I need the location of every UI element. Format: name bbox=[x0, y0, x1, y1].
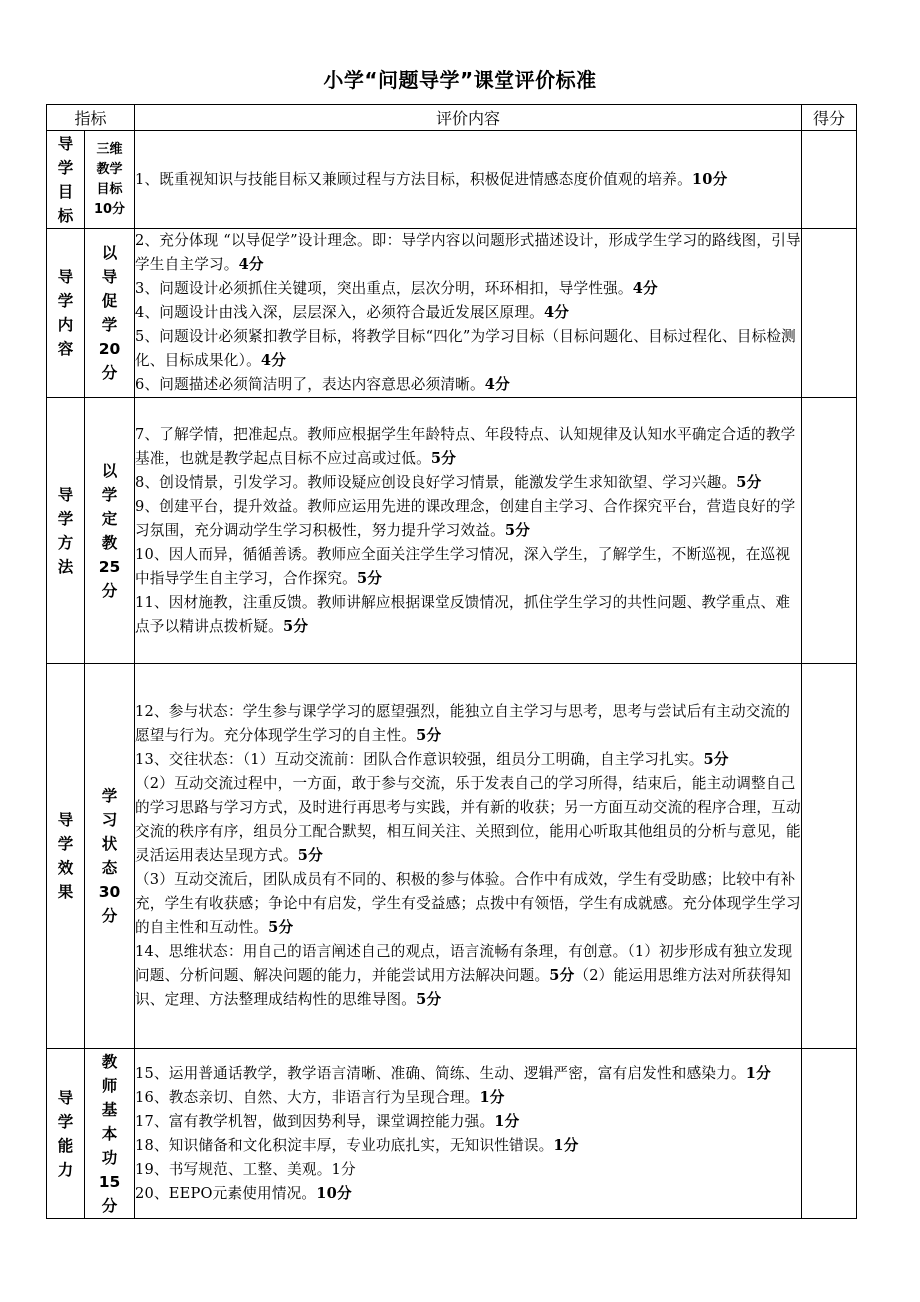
score-cell[interactable] bbox=[802, 398, 857, 664]
subcategory-cell: 教 师 基 本 功 15 分 bbox=[85, 1049, 135, 1219]
content-cell bbox=[135, 664, 802, 1049]
score-cell[interactable] bbox=[802, 1049, 857, 1219]
criterion-item: 11、因材施教，注重反馈。教师讲解应根据课堂反馈情况，抓住学生学习的共性问题、教学重点、难点予以精讲点拨析疑。5分 bbox=[135, 593, 791, 635]
category-cell: 导 学 目 标 bbox=[47, 131, 85, 229]
category-cell: 导 学 内 容 bbox=[47, 229, 85, 398]
subcategory-cell: 以 学 定 教 25 分 bbox=[85, 398, 135, 664]
content-cell bbox=[135, 131, 802, 229]
criterion-item: 18、知识储备和文化积淀丰厚，专业功底扎实，无知识性错误。1分 bbox=[135, 1136, 579, 1154]
criterion-item: 13、交往状态：（1）互动交流前：团队合作意识较强，组员分工明确，自主学习扎实。5分 bbox=[135, 751, 729, 768]
header-score: 得分 bbox=[802, 105, 857, 131]
subcategory-cell: 学 习 状 态 30 分 bbox=[85, 664, 135, 1049]
page-title: 小学“问题导学”课堂评价标准 bbox=[323, 68, 597, 92]
criterion-item: 15、运用普通话教学，教学语言清晰、准确、简练、生动、逻辑严密，富有启发性和感染力。1分 bbox=[135, 1064, 771, 1082]
content-cell bbox=[135, 229, 802, 398]
criterion-item: 10、因人而异，循循善诱。教师应全面关注学生学习情况，深入学生，了解学生，不断巡视，在巡视中指导学生自主学习，合作探究。5分 bbox=[135, 545, 791, 587]
criterion-item: 19、书写规范、工整、美观。1分 bbox=[135, 1160, 356, 1178]
score-cell[interactable] bbox=[802, 664, 857, 1049]
header-indicator: 指标 bbox=[47, 105, 135, 131]
criterion-item: 8、创设情景，引发学习。教师设疑应创设良好学习情景，能激发学生求知欲望、学习兴趣。5分 bbox=[135, 473, 762, 491]
criterion-item: 9、创建平台，提升效益。教师应运用先进的课改理念，创建自主学习、合作探究平台，营造良好的学习氛围，充分调动学生学习积极性，努力提升学习效益。5分 bbox=[135, 497, 796, 539]
content-cell bbox=[135, 1049, 802, 1219]
header-content: 评价内容 bbox=[135, 105, 802, 131]
criterion-item: 7、了解学情，把准起点。教师应根据学生年龄特点、年段特点、认知规律及认知水平确定合适的教学基准，也就是教学起点目标不应过高或过低。5分 bbox=[135, 425, 796, 467]
score-cell[interactable] bbox=[802, 131, 857, 229]
criterion-item: 3、问题设计必须抓住关键项，突出重点，层次分明，环环相扣，导学性强。4分 bbox=[135, 280, 658, 297]
criterion-item: 5、问题设计必须紧扣教学目标，将教学目标“四化”为学习目标（目标问题化、目标过程化、目标检测化、目标成果化）。4分 bbox=[135, 328, 796, 369]
criterion-item: 20、EEPO元素使用情况。10分 bbox=[135, 1184, 352, 1202]
criterion-item: （3）互动交流后，团队成员有不同的、积极的参与体验。合作中有成效，学生有受助感；比较中有补充，学生有收获感；争论中有启发，学生有受益感；点拨中有领悟，学生有成就感。充分体现学生学习的自主性和互动性。5分 bbox=[135, 871, 801, 936]
category-cell: 导 学 方 法 bbox=[47, 398, 85, 664]
criterion-item: （2）互动交流过程中，一方面，敢于参与交流，乐于发表自己的学习所得，结束后，能主动调整自己的学习思路与学习方式，及时进行再思考与实践，并有新的收获；另一方面互动交流的程序合理，互动交流的秩序有序，组员分工配合默契，相互间关注、关照到位，能用心听取其他组员的分析与意见，能灵活运用表达呈现方式。5分 bbox=[135, 775, 801, 864]
table-row-goal bbox=[47, 131, 857, 229]
criterion-item: 14、思维状态：用自己的语言阐述自己的观点，语言流畅有条理，有创意。（1）初步形成有独立发现问题、分析问题、解决问题的能力，并能尝试用方法解决问题。5分（2）能运用思维方法对所获得知识、定理、方法整理成结构性的思维导图。5分 bbox=[135, 943, 793, 1008]
table-header-row bbox=[47, 105, 857, 131]
subcategory-cell: 三维 教学 目标 10分 bbox=[85, 131, 135, 229]
table-row-method bbox=[47, 398, 857, 664]
evaluation-table bbox=[46, 104, 857, 1219]
criterion-item: 6、问题描述必须简洁明了，表达内容意思必须清晰。4分 bbox=[135, 376, 510, 393]
criterion-item: 2、充分体现 “以导促学”设计理念。即：导学内容以问题形式描述设计，形成学生学习的路线图，引导学生自主学习。4分 bbox=[135, 232, 801, 273]
criterion-item: 12、参与状态：学生参与课学学习的愿望强烈，能独立自主学习与思考，思考与尝试后有主动交流的愿望与行为。充分体现学生学习的自主性。5分 bbox=[135, 703, 791, 744]
category-cell: 导 学 能 力 bbox=[47, 1049, 85, 1219]
criterion-item: 17、富有教学机智，做到因势利导，课堂调控能力强。1分 bbox=[135, 1112, 520, 1130]
table-row-content bbox=[47, 229, 857, 398]
criterion-item: 4、问题设计由浅入深，层层深入，必须符合最近发展区原理。4分 bbox=[135, 304, 570, 321]
content-cell bbox=[135, 398, 802, 664]
score-cell[interactable] bbox=[802, 229, 857, 398]
criterion-item: 1、既重视知识与技能目标又兼顾过程与方法目标，积极促进情感态度价值观的培养。10分 bbox=[135, 170, 728, 188]
category-cell: 导 学 效 果 bbox=[47, 664, 85, 1049]
table-row-ability bbox=[47, 1049, 857, 1219]
table-row-effect bbox=[47, 664, 857, 1049]
criterion-item: 16、教态亲切、自然、大方，非语言行为呈现合理。1分 bbox=[135, 1088, 505, 1106]
subcategory-cell: 以 导 促 学 20 分 bbox=[85, 229, 135, 398]
